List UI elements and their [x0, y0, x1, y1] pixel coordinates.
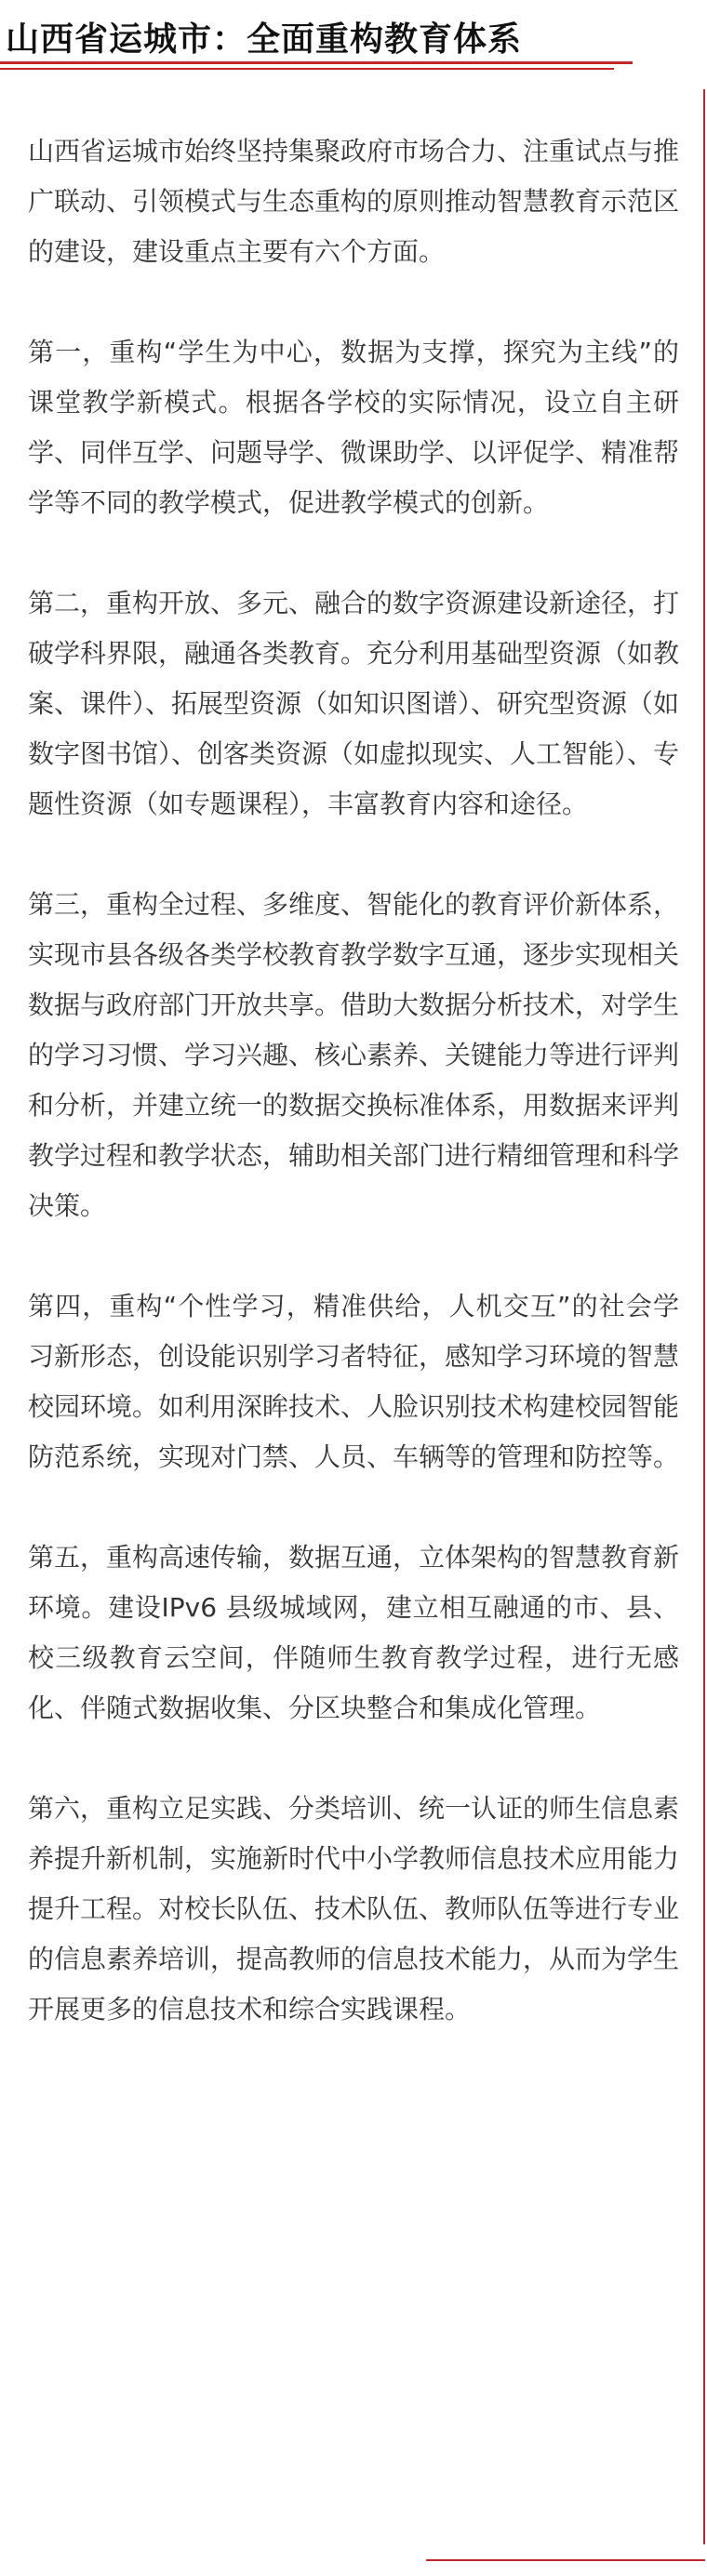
paragraph-fourth: 第四，重构“个性学习，精准供给，人机交互”的社会学习新形态，创设能识别学习者特征，感知学习环境的智慧校园环境。如利用深眸技术、人脸识别技术构建校园智能防范系统，实现对门禁、人员、车辆等的管理和防控等。 — [28, 1291, 680, 1472]
box-right-border — [703, 89, 705, 2544]
intro-paragraph: 山西省运城市始终坚持集聚政府市场合力、注重试点与推广联动、引领模式与生态重构的原则推动智慧教育示范区的建设，建设重点主要有六个方面。 — [28, 136, 680, 267]
paragraph-first: 第一，重构“学生为中心，数据为支撑，探究为主线”的课堂教学新模式。根据各学校的实际情况，设立自主研学、同伴互学、问题导学、微课助学、以评促学、精准帮学等不同的教学模式，促进教学模式的创新。 — [28, 337, 680, 518]
title-underline-top — [0, 61, 633, 64]
article-header — [0, 0, 707, 71]
title-underline-bottom — [0, 68, 614, 70]
page-title: 山西省运城市：全面重构教育体系 — [6, 20, 523, 59]
paragraph-second: 第二，重构开放、多元、融合的数字资源建设新途径，打破学科界限，融通各类教育。充分利用基础型资源（如教案、课件）、拓展型资源（如知识图谱）、研究型资源（如数字图书馆）、创客类资源（如虚拟现实、人工智能）、专题性资源（如专题课程），丰富教育内容和途径。 — [28, 588, 680, 819]
paragraph-sixth: 第六，重构立足实践、分类培训、统一认证的师生信息素养提升新机制，实施新时代中小学教师信息技术应用能力提升工程。对校长队伍、技术队伍、教师队伍等进行专业的信息素养培训，提高教师的信息技术能力，从而为学生开展更多的信息技术和综合实践课程。 — [28, 1793, 680, 2025]
paragraph-third: 第三，重构全过程、多维度、智能化的教育评价新体系，实现市县各级各类学校教育教学数字互通，逐步实现相关数据与政府部门开放共享。借助大数据分析技术，对学生的学习习惯、学习兴趣、核心素养、关键能力等进行评判和分析，并建立统一的数据交换标准体系，用数据来评判教学过程和教学状态，辅助相关部门进行精细管理和科学决策。 — [28, 889, 680, 1221]
box-bottom-border — [426, 2559, 705, 2561]
paragraph-fifth: 第五，重构高速传输，数据互通，立体架构的智慧教育新环境。建设IPv6 县级城域网，建立相互融通的市、县、校三级教育云空间，伴随师生教育教学过程，进行无感化、伴随式数据收集、分区块整合和集成化管理。 — [28, 1542, 680, 1723]
article-body — [28, 126, 679, 2085]
article-box — [0, 71, 707, 2563]
